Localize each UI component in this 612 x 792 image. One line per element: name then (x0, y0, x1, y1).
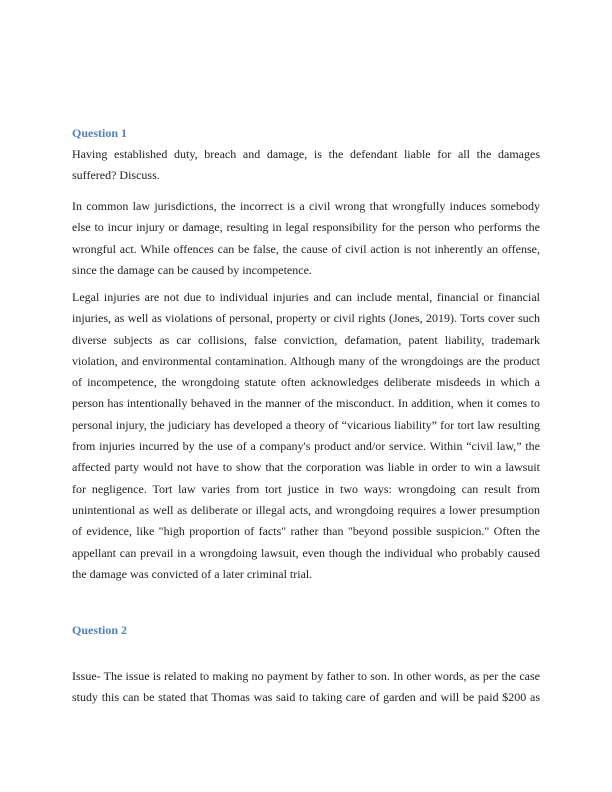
text-line: person has intentionally behaved in the manner of the misconduct. In addition, when it comes to (72, 396, 540, 411)
text-line: wrongful act. While offences can be false, the cause of civil action is not inherently an offense, (72, 241, 540, 256)
text-line: affected party would not have to show that the corporation was liable in order to win a lawsuit (72, 460, 540, 475)
text-line: injuries, as well as violations of personal, property or civil rights (Jones, 2019). Torts cover such (72, 311, 540, 326)
question-1-heading: Question 1 (72, 126, 128, 140)
text-line: suffered? Discuss. (72, 168, 160, 183)
text-line: for negligence. Tort law varies from tort justice in two ways: wrongdoing can result from (72, 481, 540, 496)
paragraph-1 (72, 196, 540, 281)
text-line: from injuries incurred by the use of a company's product and/or service. Within “civil law,” the (72, 439, 540, 454)
paragraph-2 (72, 287, 540, 585)
question-1-prompt (72, 144, 540, 187)
text-line: diverse subjects as car collisions, false conviction, defamation, patent liability, trademark (72, 332, 540, 347)
issue-paragraph (72, 666, 540, 709)
text-line: In common law jurisdictions, the incorrect is a civil wrong that wrongfully induces somebody (72, 199, 540, 213)
text-line: violation, and environmental contamination. Although many of the wrongdoings are the product (72, 353, 540, 368)
text-line: since the damage can be caused by incompetence. (72, 262, 312, 277)
text-line: personal injury, the judiciary has developed a theory of “vicarious liability” for tort law resulting (72, 417, 540, 432)
text-line: Legal injuries are not due to individual injuries and can include mental, financial or financial (72, 290, 540, 304)
text-line: of incompetence, the wrongdoing statute often acknowledges deliberate misdeeds in which a (72, 375, 540, 390)
question-2-heading: Question 2 (72, 623, 128, 637)
text-line: else to incur injury or damage, resulting in legal responsibility for the person who performs the (72, 220, 540, 235)
text-line: Having established duty, breach and damage, is the defendant liable for all the damages (72, 147, 540, 161)
text-line: the damage was convicted of a later criminal trial. (72, 566, 313, 581)
text-line: of evidence, like "high proportion of facts" rather than "beyond possible suspicion." Often the (72, 524, 540, 539)
text-line: appellant can prevail in a wrongdoing lawsuit, even though the individual who probably caused (72, 545, 540, 560)
text-line: unintentional as well as deliberate or illegal acts, and wrongdoing requires a lower presumption (72, 502, 540, 517)
text-line: study this can be stated that Thomas was said to taking care of garden and will be paid $200 as (72, 690, 540, 705)
text-line: Issue- The issue is related to making no payment by father to son. In other words, as per the case (72, 669, 540, 683)
